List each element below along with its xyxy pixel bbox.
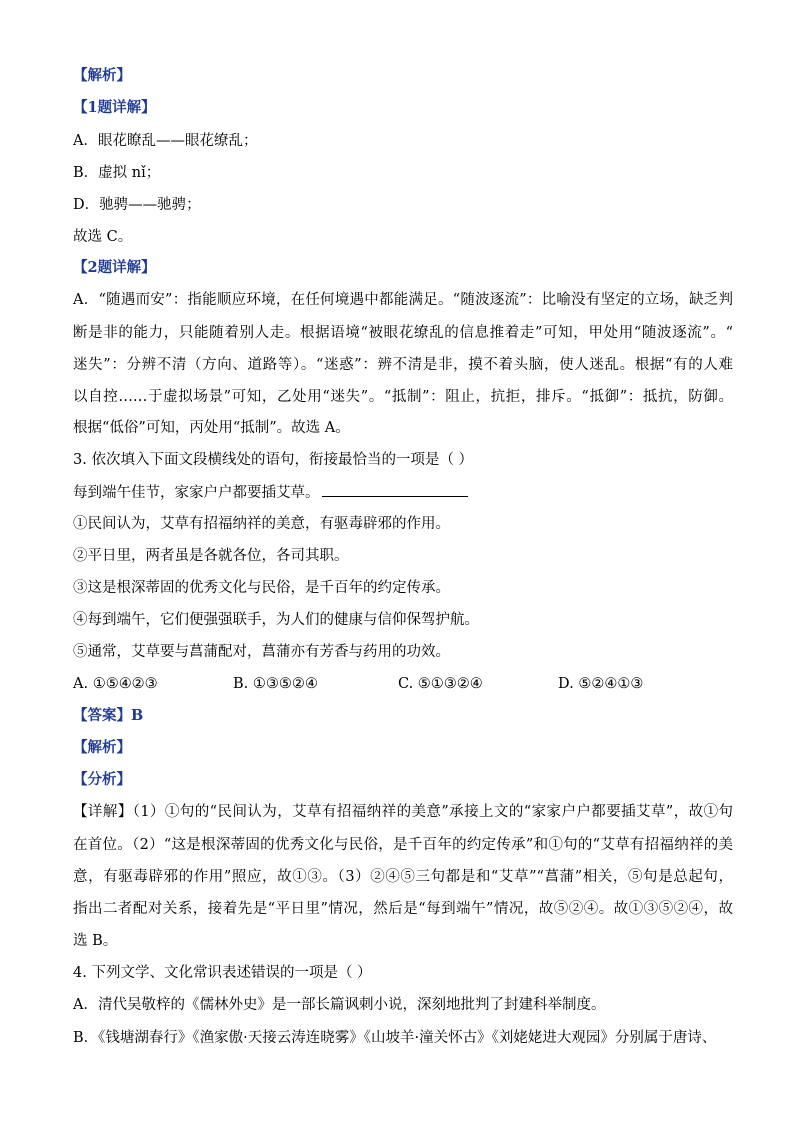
text-line: 故选 C。 (73, 229, 133, 245)
section-tag-analysis: 【解析】 (73, 67, 131, 84)
question-4-option-a: A．清代吴敬梓的《儒林外史》是一部长篇讽刺小说，深刻地批判了封建科举制度。 (73, 997, 606, 1013)
sentence-3: ③这是根深蒂固的优秀文化与民俗，是千百年的约定传承。 (73, 580, 450, 596)
fill-blank-line (322, 482, 468, 497)
text-line: 以自控……于虚拟场景”可知，乙处用“迷失”。“抵制”：阻止，抗拒，排斥。“抵御”：抵抗，防御。 (73, 389, 733, 405)
text-line: 【详解】（1）①句的“民间认为，艾草有招福纳祥的美意”承接上文的“家家户户都要插艾草”，故①句 (73, 804, 733, 820)
question-4-stem: 4. 下列文学、文化常识表述错误的一项是（ ） (73, 965, 372, 981)
text-line: A．“随遇而安”：指能顺应环境，在任何境遇中都能满足。“随波逐流”：比喻没有坚定的立场，缺乏判 (73, 292, 733, 308)
passage-text: 每到端午佳节，家家户户都要插艾草。 (73, 485, 320, 501)
text-line: 迷失”：分辨不清（方向、道路等）。“迷惑”：辨不清是非，摸不着头脑，使人迷乱。根据“有的人难 (73, 357, 733, 373)
option-b: B. ①③⑤②④ (233, 676, 318, 692)
sentence-1: ①民间认为，艾草有招福纳祥的美意，有驱毒辟邪的作用。 (73, 516, 450, 532)
question-3-stem: 3. 依次填入下面文段横线处的语句，衔接最恰当的一项是（ ） (73, 452, 474, 468)
question-3-passage (73, 482, 733, 503)
text-line: 指出二者配对关系，接着先是“平日里”情况，然后是“每到端午”情况，故⑤②④。故①③⑤②④，故 (73, 901, 733, 917)
section-tag-q1-detail: 【1题详解】 (73, 99, 156, 116)
section-tag-breakdown: 【分析】 (73, 771, 131, 788)
text-line: A．眼花瞭乱——眼花缭乱； (73, 133, 258, 149)
option-a: A. ①⑤④②③ (73, 676, 158, 692)
text-line: D．驰骋——驰骋； (73, 197, 201, 213)
question-4-option-b: B．《钱塘湖春行》《渔家傲·天接云涛连晓雾》《山坡羊·潼关怀古》《刘姥姥进大观园》分别属于唐诗、 (73, 1030, 717, 1046)
text-line: 根据“低俗”可知，丙处用“抵制”。故选 A。 (73, 420, 350, 436)
sentence-2: ②平日里，两者虽是各就各位，各司其职。 (73, 548, 349, 564)
answer-tag: 【答案】B (73, 707, 144, 724)
text-line: 在首位。（2）“这是根深蒂固的优秀文化与民俗，是千百年的约定传承”和①句的“艾草有招福纳祥的美 (73, 837, 733, 853)
sentence-4: ④每到端午，它们便强强联手，为人们的健康与信仰保驾护航。 (73, 612, 479, 628)
section-tag-q2-detail: 【2题详解】 (73, 259, 156, 276)
option-c: C. ⑤①③②④ (398, 676, 483, 692)
text-line: 选 B。 (73, 933, 118, 949)
text-line: 断是非的能力，只能随着别人走。根据语境“被眼花缭乱的信息推着走”可知，甲处用“随波逐流”。“ (73, 325, 733, 341)
section-tag-analysis: 【解析】 (73, 739, 131, 756)
option-d: D. ⑤②④①③ (558, 676, 644, 692)
sentence-5: ⑤通常，艾草要与菖蒲配对，菖蒲亦有芳香与药用的功效。 (73, 644, 450, 660)
text-line: B．虚拟 nǐ； (73, 165, 161, 181)
text-line: 意，有驱毒辟邪的作用”照应，故①③。（3）②④⑤三句都是和“艾草”“菖蒲”相关，⑤句是总起句， (73, 869, 733, 885)
